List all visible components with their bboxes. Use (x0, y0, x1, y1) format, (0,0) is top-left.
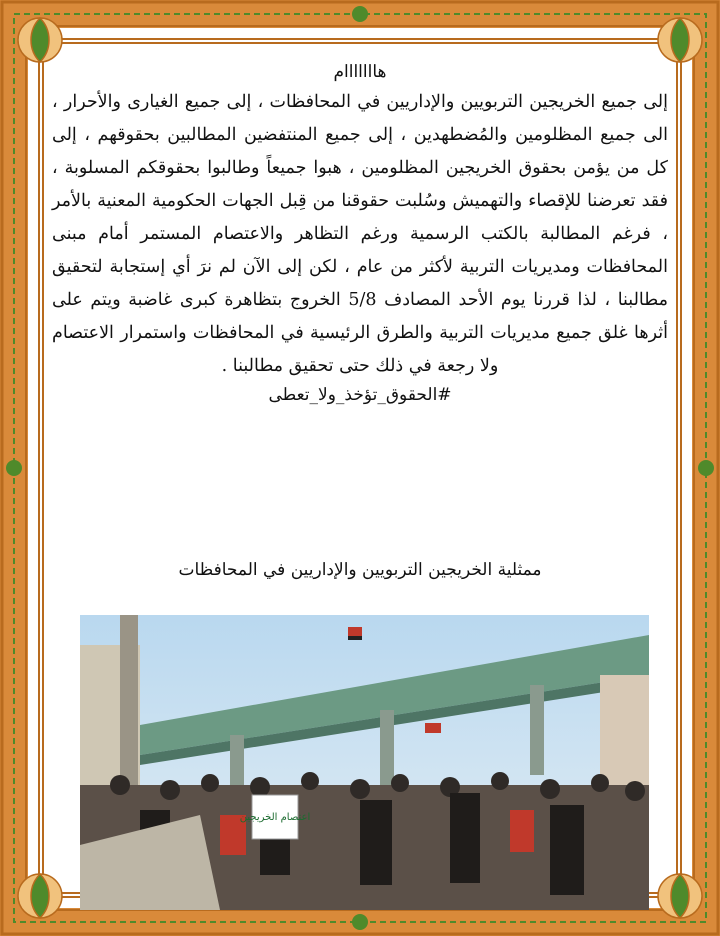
letter-greeting: هااااااام (333, 62, 387, 82)
protest-photo (80, 615, 649, 910)
letter-body: إلى جميع الخريجين التربويين والإداريين في المحافظات ، إلى جميع الغيارى والأحرار ، الى جميع المظلومين والمُضطهدين ، إلى جميع المنتفضين المطالبين بحقوقهم ، إلى كل من يؤمن بحقوق الخريجين المظلومين ، هبوا جميعاً وطالبوا بحقوقكم المسلوبة ، فقد تعرضنا للإقصاء والتهميش وسُلبت حقوقنا من قِبل الجهات الحكومية المعنية بالأمر ، فرغم المطالبة بالكتب الرسمية ورغم التظاهر والاعتصام المستمر أمام مبنى المحافظات ومديريات التربية لأكثر من عام ، لكن إلى الآن لم نرَ أي إستجابة لتحقيق مطالبنا ، لذا قررنا يوم الأحد المصادف 5/8 الخروج بتظاهرة كبرى غاضبة ويتم على أثرها غلق جميع مديريات التربية والطرق الرئيسية في المحافظات واستمرار الاعتصام ولا رجعة في ذلك حتى تحقيق مطالبنا . (52, 92, 668, 376)
letter-hashtag: #الحقوق_تؤخذ_ولا_تعطى (268, 385, 452, 405)
letter-signature: ممثلية الخريجين التربويين والإداريين في المحافظات (178, 560, 542, 580)
protest-banner-text: اعتصام الخريجين (239, 812, 311, 823)
protest-photo-illustration (80, 615, 649, 910)
letter-content (52, 62, 668, 582)
